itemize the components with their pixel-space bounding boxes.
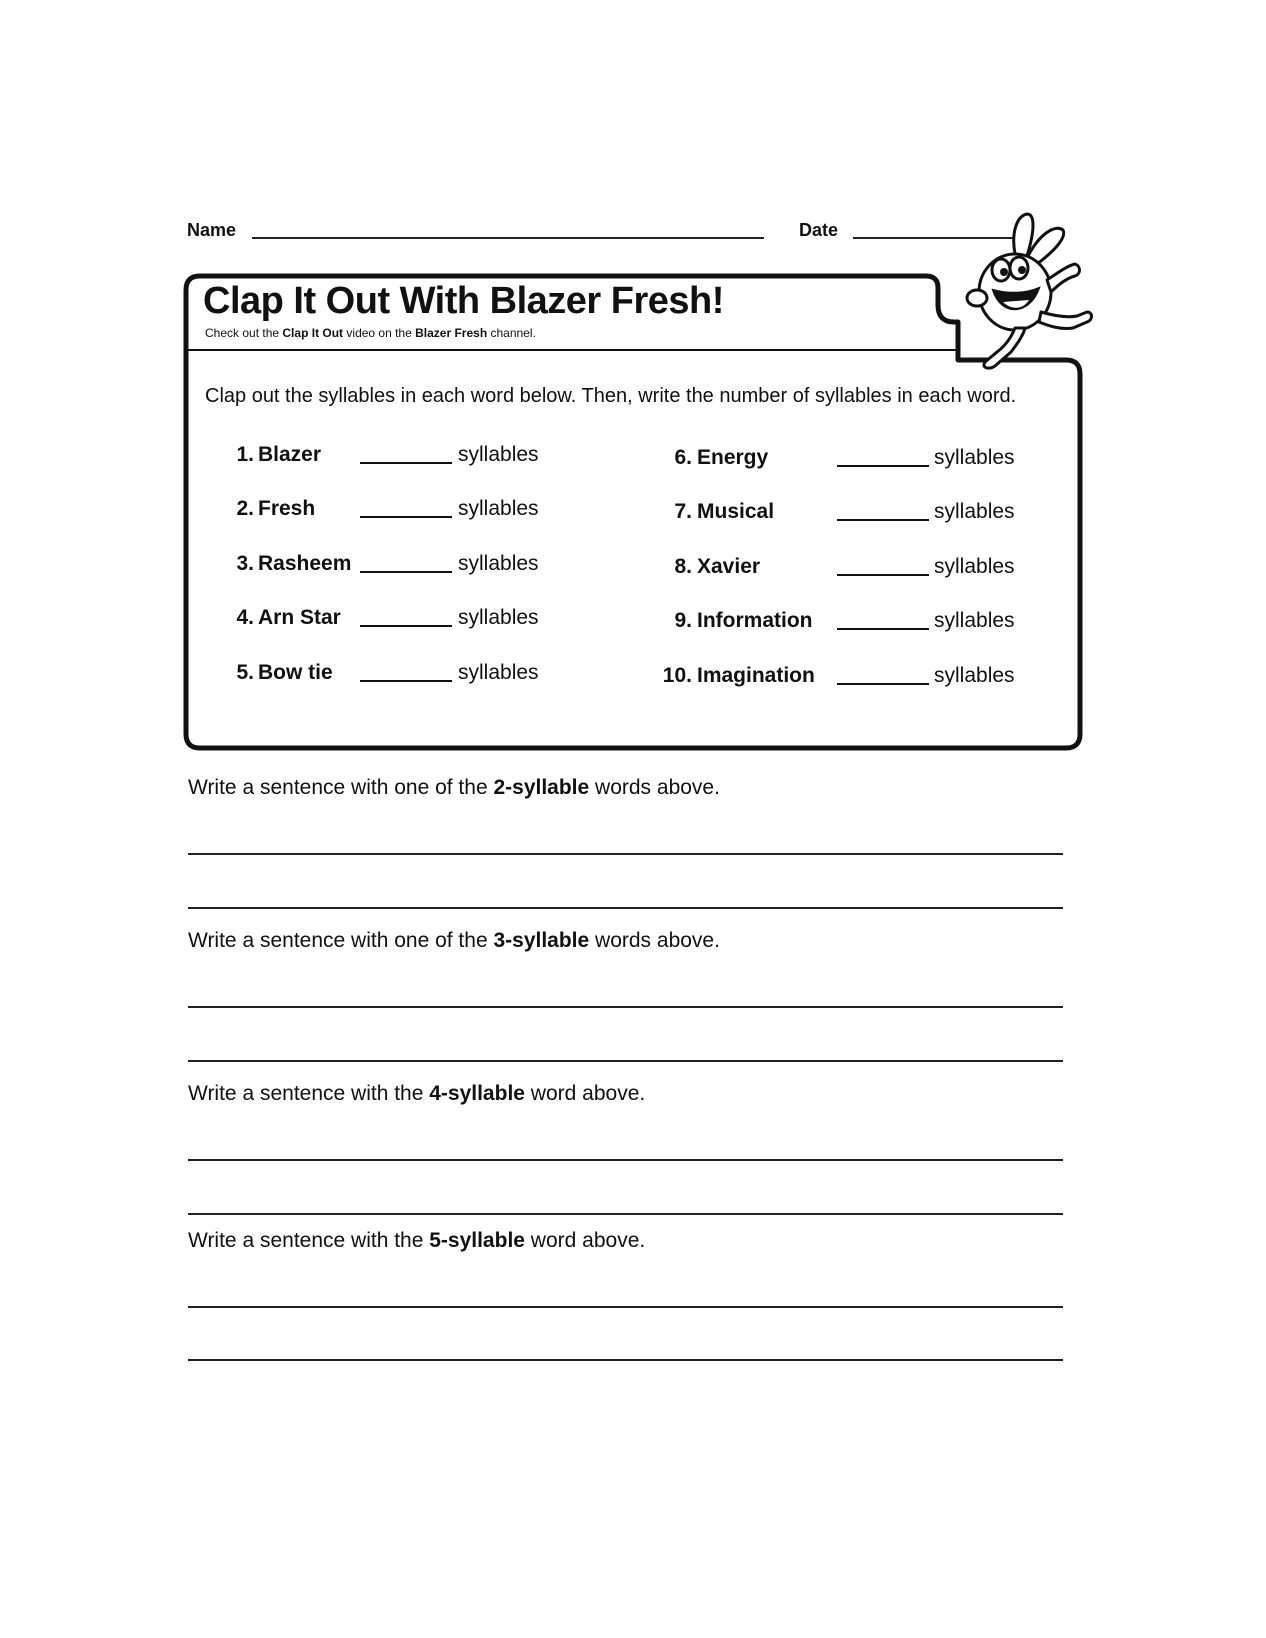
word-number: 4. — [236, 606, 254, 629]
answer-blank[interactable] — [837, 628, 929, 630]
word-item: Energy — [697, 446, 769, 469]
answer-blank[interactable] — [837, 465, 929, 467]
worksheet-title: Clap It Out With Blazer Fresh! — [203, 280, 724, 322]
writing-line[interactable] — [188, 907, 1063, 909]
syllables-label: syllables — [458, 661, 539, 684]
syllables-label: syllables — [458, 552, 539, 575]
syllables-label: syllables — [934, 555, 1015, 578]
worksheet-subtitle: Check out the Clap It Out video on the Blazer Fresh channel. — [205, 326, 536, 340]
sentence-prompt-4-syllable: Write a sentence with the 4-syllable word above. — [188, 1082, 646, 1105]
syllables-label: syllables — [458, 497, 539, 520]
word-item: Bow tie — [258, 661, 333, 684]
word-item: Rasheem — [258, 552, 352, 575]
title-divider — [186, 349, 956, 351]
writing-line[interactable] — [188, 1159, 1063, 1161]
sentence-prompt-3-syllable: Write a sentence with one of the 3-syllable words above. — [188, 929, 720, 952]
answer-blank[interactable] — [360, 680, 452, 682]
word-number: 2. — [236, 497, 254, 520]
answer-blank[interactable] — [360, 516, 452, 518]
answer-blank[interactable] — [837, 683, 929, 685]
syllables-label: syllables — [934, 500, 1015, 523]
word-number: 1. — [236, 443, 254, 466]
activity-card-frame — [0, 0, 1266, 760]
syllables-label: syllables — [458, 443, 539, 466]
word-item: Fresh — [258, 497, 316, 520]
word-item: Information — [697, 609, 813, 632]
writing-line[interactable] — [188, 1006, 1063, 1008]
writing-line[interactable] — [188, 853, 1063, 855]
word-item: Arn Star — [258, 606, 341, 629]
writing-line[interactable] — [188, 1213, 1063, 1215]
sentence-prompt-5-syllable: Write a sentence with the 5-syllable word above. — [188, 1229, 646, 1252]
writing-line[interactable] — [188, 1359, 1063, 1361]
writing-line[interactable] — [188, 1306, 1063, 1308]
answer-blank[interactable] — [837, 574, 929, 576]
word-number: 5. — [236, 661, 254, 684]
syllables-label: syllables — [934, 446, 1015, 469]
word-number: 9. — [674, 609, 692, 632]
name-label: Name — [187, 220, 237, 240]
syllables-label: syllables — [934, 609, 1015, 632]
answer-blank[interactable] — [360, 571, 452, 573]
sentence-prompt-2-syllable: Write a sentence with one of the 2-syllable words above. — [188, 776, 720, 799]
word-number: 10. — [662, 664, 692, 687]
instructions: Clap out the syllables in each word below. Then, write the number of syllables in each word. — [205, 385, 1017, 407]
writing-line[interactable] — [188, 1060, 1063, 1062]
date-label: Date — [799, 220, 839, 240]
word-number: 6. — [674, 446, 692, 469]
word-item: Xavier — [697, 555, 761, 578]
answer-blank[interactable] — [360, 462, 452, 464]
word-item: Blazer — [258, 443, 322, 466]
word-item: Imagination — [697, 664, 815, 687]
bunny-mascot-icon — [955, 212, 1105, 372]
word-number: 7. — [674, 500, 692, 523]
word-item: Musical — [697, 500, 775, 523]
syllables-label: syllables — [458, 606, 539, 629]
syllables-label: syllables — [934, 664, 1015, 687]
answer-blank[interactable] — [837, 519, 929, 521]
word-number: 8. — [674, 555, 692, 578]
answer-blank[interactable] — [360, 625, 452, 627]
word-number: 3. — [236, 552, 254, 575]
